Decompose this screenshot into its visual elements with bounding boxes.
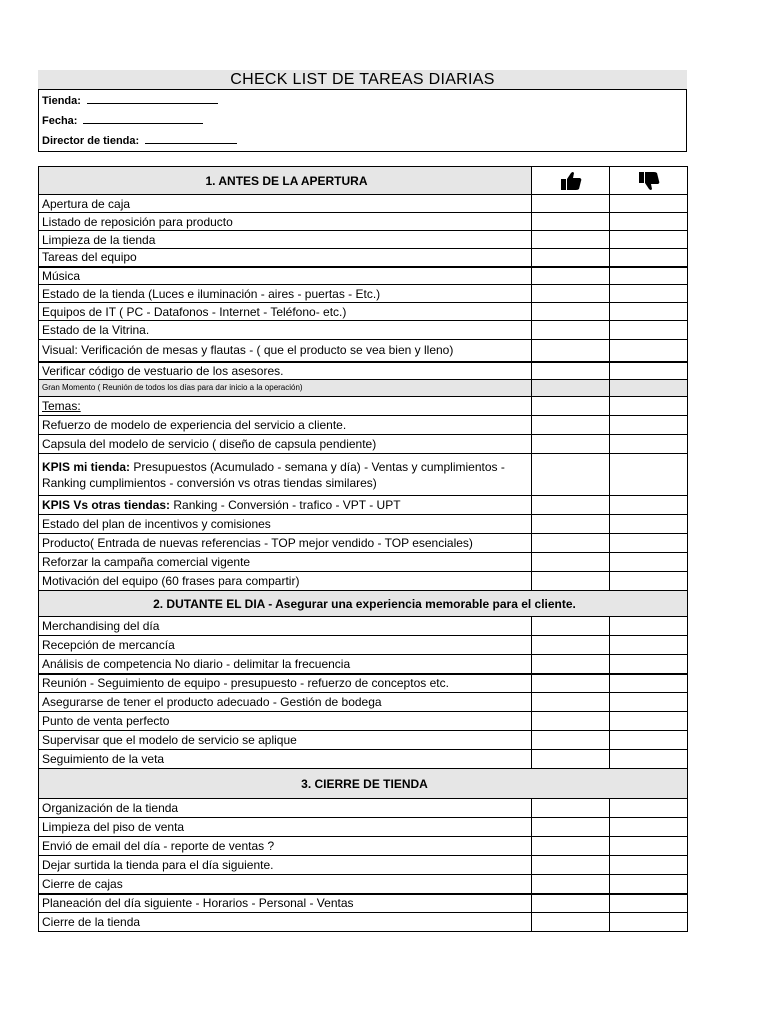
kpi-others-text: Ranking - Conversión - trafico - VPT - UPT [170, 498, 401, 512]
task-label: Merchandising del día [39, 617, 532, 636]
task-label: Cierre de la tienda [39, 913, 532, 932]
reject-checkbox[interactable] [610, 321, 688, 340]
reject-checkbox[interactable] [610, 195, 688, 213]
checklist-sheet [38, 70, 687, 929]
section-header [39, 591, 688, 617]
table-row [39, 303, 688, 321]
reject-checkbox[interactable] [610, 856, 688, 875]
task-label: Organización de la tienda [39, 799, 532, 818]
store-label: Tienda: [42, 95, 81, 107]
table-row [39, 799, 688, 818]
approve-checkbox[interactable] [532, 750, 610, 769]
table-row [39, 515, 688, 534]
table-row [39, 894, 688, 913]
approve-checkbox[interactable] [532, 496, 610, 515]
approve-checkbox[interactable] [532, 397, 610, 416]
table-row [39, 617, 688, 636]
reject-checkbox[interactable] [610, 674, 688, 693]
reject-checkbox[interactable] [610, 636, 688, 655]
task-label: Reunión - Seguimiento de equipo - presupuesto - refuerzo de conceptos etc. [39, 674, 532, 693]
director-row [42, 134, 237, 147]
approve-checkbox[interactable] [532, 799, 610, 818]
task-label: Seguimiento de la veta [39, 750, 532, 769]
reject-checkbox[interactable] [610, 397, 688, 416]
director-label: Director de tienda: [42, 135, 140, 147]
approve-checkbox[interactable] [532, 572, 610, 591]
approve-checkbox[interactable] [532, 267, 610, 285]
section-header [39, 769, 688, 799]
reject-checkbox[interactable] [610, 213, 688, 231]
task-table [38, 166, 688, 932]
table-row [39, 693, 688, 712]
approve-checkbox[interactable] [532, 435, 610, 454]
task-label: Visual: Verificación de mesas y flautas - ( que el producto se vea bien y lleno) [39, 340, 532, 362]
approve-checkbox[interactable] [532, 362, 610, 380]
table-row [39, 636, 688, 655]
kpi-mine-label: KPIS mi tienda: [42, 459, 131, 474]
approve-checkbox[interactable] [532, 380, 610, 397]
task-label: Verificar código de vestuario de los asesores. [39, 362, 532, 380]
approve-checkbox[interactable] [532, 913, 610, 932]
page-title: CHECK LIST DE TAREAS DIARIAS [38, 70, 687, 89]
reject-checkbox[interactable] [610, 435, 688, 454]
approve-checkbox[interactable] [532, 231, 610, 249]
reject-checkbox[interactable] [610, 267, 688, 285]
reject-checkbox[interactable] [610, 875, 688, 894]
task-label: Reforzar la campaña comercial vigente [39, 553, 532, 572]
task-label: Equipos de IT ( PC - Datafonos - Internet - Teléfono- etc.) [39, 303, 532, 321]
section-title: 1. ANTES DE LA APERTURA [39, 167, 532, 195]
table-row [39, 818, 688, 837]
reject-checkbox[interactable] [610, 655, 688, 674]
reject-checkbox[interactable] [610, 731, 688, 750]
store-row [42, 94, 218, 107]
section-title: 2. DUTANTE EL DIA - Asegurar una experiencia memorable para el cliente. [39, 591, 688, 617]
meeting-label: Gran Momento ( Reunión de todos los días para dar inicio a la operación) [39, 380, 532, 397]
task-label: Tareas del equipo [39, 249, 532, 267]
task-label: Estado de la tienda (Luces e iluminación - aires - puertas - Etc.) [39, 285, 532, 303]
topics-label: Temas: [42, 399, 81, 413]
thumbs-down-icon [638, 171, 660, 191]
reject-checkbox[interactable] [610, 837, 688, 856]
date-field[interactable] [83, 114, 203, 124]
approve-checkbox[interactable] [532, 894, 610, 913]
reject-checkbox[interactable] [610, 750, 688, 769]
reject-checkbox[interactable] [610, 231, 688, 249]
kpi-others-label: KPIS Vs otras tiendas: [42, 498, 171, 512]
approve-checkbox[interactable] [532, 416, 610, 435]
task-label: Envió de email del día - reporte de ventas ? [39, 837, 532, 856]
table-row [39, 856, 688, 875]
date-label: Fecha: [42, 115, 78, 127]
task-label: Análisis de competencia No diario - delimitar la frecuencia [39, 655, 532, 674]
approve-checkbox[interactable] [532, 534, 610, 553]
task-label: Asegurarse de tener el producto adecuado - Gestión de bodega [39, 693, 532, 712]
approve-checkbox[interactable] [532, 837, 610, 856]
task-label: Motivación del equipo (60 frases para compartir) [39, 572, 532, 591]
table-row [39, 674, 688, 693]
table-row [39, 655, 688, 674]
task-label: Planeación del día siguiente - Horarios - Personal - Ventas [39, 894, 532, 913]
approve-checkbox[interactable] [532, 712, 610, 731]
reject-checkbox[interactable] [610, 380, 688, 397]
reject-checkbox[interactable] [610, 617, 688, 636]
table-row [39, 750, 688, 769]
reject-checkbox[interactable] [610, 572, 688, 591]
table-row [39, 195, 688, 213]
reject-checkbox[interactable] [610, 303, 688, 321]
table-row [39, 435, 688, 454]
task-label: Punto de venta perfecto [39, 712, 532, 731]
store-field[interactable] [87, 94, 218, 104]
table-row [39, 267, 688, 285]
approve-checkbox[interactable] [532, 856, 610, 875]
date-row [42, 114, 203, 127]
reject-checkbox[interactable] [610, 818, 688, 837]
reject-checkbox[interactable] [610, 515, 688, 534]
approve-checkbox[interactable] [532, 454, 610, 496]
task-label: Estado de la Vitrina. [39, 321, 532, 340]
meeting-row [39, 380, 688, 397]
reject-checkbox[interactable] [610, 913, 688, 932]
approve-checkbox[interactable] [532, 674, 610, 693]
approve-checkbox[interactable] [532, 321, 610, 340]
task-label: Estado del plan de incentivos y comisiones [39, 515, 532, 534]
task-label: Supervisar que el modelo de servicio se aplique [39, 731, 532, 750]
reject-checkbox[interactable] [610, 285, 688, 303]
table-row [39, 231, 688, 249]
reject-checkbox [610, 167, 688, 195]
task-label: Limpieza de la tienda [39, 231, 532, 249]
table-row [39, 416, 688, 435]
approve-checkbox[interactable] [532, 249, 610, 267]
task-label: Producto( Entrada de nuevas referencias - TOP mejor vendido - TOP esenciales) [39, 534, 532, 553]
reject-checkbox[interactable] [610, 340, 688, 362]
section-header [39, 167, 688, 195]
approve-checkbox[interactable] [532, 303, 610, 321]
table-row [39, 340, 688, 362]
table-row [39, 321, 688, 340]
task-label [39, 454, 532, 496]
task-label: Capsula del modelo de servicio ( diseño de capsula pendiente) [39, 435, 532, 454]
table-row [39, 454, 688, 496]
approve-checkbox[interactable] [532, 195, 610, 213]
table-row [39, 837, 688, 856]
table-row [39, 731, 688, 750]
table-row [39, 913, 688, 932]
table-row [39, 534, 688, 553]
header-box [38, 89, 687, 152]
thumbs-up-icon [560, 171, 582, 191]
task-label: Música [39, 267, 532, 285]
table-row [39, 213, 688, 231]
reject-checkbox[interactable] [610, 894, 688, 913]
approve-checkbox[interactable] [532, 818, 610, 837]
table-row [39, 249, 688, 267]
table-row [39, 553, 688, 572]
reject-checkbox[interactable] [610, 553, 688, 572]
reject-checkbox[interactable] [610, 416, 688, 435]
task-label [39, 496, 532, 515]
task-label: Limpieza del piso de venta [39, 818, 532, 837]
approve-checkbox[interactable] [532, 731, 610, 750]
table-row [39, 712, 688, 731]
approve-checkbox[interactable] [532, 875, 610, 894]
task-label: Recepción de mercancía [39, 636, 532, 655]
table-row [39, 397, 688, 416]
approve-checkbox[interactable] [532, 340, 610, 362]
reject-checkbox[interactable] [610, 249, 688, 267]
task-label [39, 397, 532, 416]
approve-checkbox[interactable] [532, 636, 610, 655]
approve-checkbox [532, 167, 610, 195]
director-field[interactable] [145, 134, 237, 144]
table-row [39, 285, 688, 303]
approve-checkbox[interactable] [532, 515, 610, 534]
kpi-mine-text: Presupuestos (Acumulado - semana y día) - Ventas y cumplimientos - Ranking cumplimientos - conversión vs otras tiendas similares) [42, 459, 505, 490]
approve-checkbox[interactable] [532, 655, 610, 674]
approve-checkbox[interactable] [532, 213, 610, 231]
approve-checkbox[interactable] [532, 617, 610, 636]
table-row [39, 572, 688, 591]
task-label: Apertura de caja [39, 195, 532, 213]
task-label: Refuerzo de modelo de experiencia del servicio a cliente. [39, 416, 532, 435]
table-row [39, 875, 688, 894]
task-label: Dejar surtida la tienda para el día siguiente. [39, 856, 532, 875]
task-label: Listado de reposición para producto [39, 213, 532, 231]
approve-checkbox[interactable] [532, 553, 610, 572]
approve-checkbox[interactable] [532, 693, 610, 712]
table-row [39, 496, 688, 515]
reject-checkbox[interactable] [610, 362, 688, 380]
reject-checkbox[interactable] [610, 799, 688, 818]
approve-checkbox[interactable] [532, 285, 610, 303]
reject-checkbox[interactable] [610, 534, 688, 553]
table-row [39, 362, 688, 380]
reject-checkbox[interactable] [610, 712, 688, 731]
reject-checkbox[interactable] [610, 496, 688, 515]
reject-checkbox[interactable] [610, 454, 688, 496]
reject-checkbox[interactable] [610, 693, 688, 712]
section-title: 3. CIERRE DE TIENDA [39, 769, 688, 799]
task-label: Cierre de cajas [39, 875, 532, 894]
